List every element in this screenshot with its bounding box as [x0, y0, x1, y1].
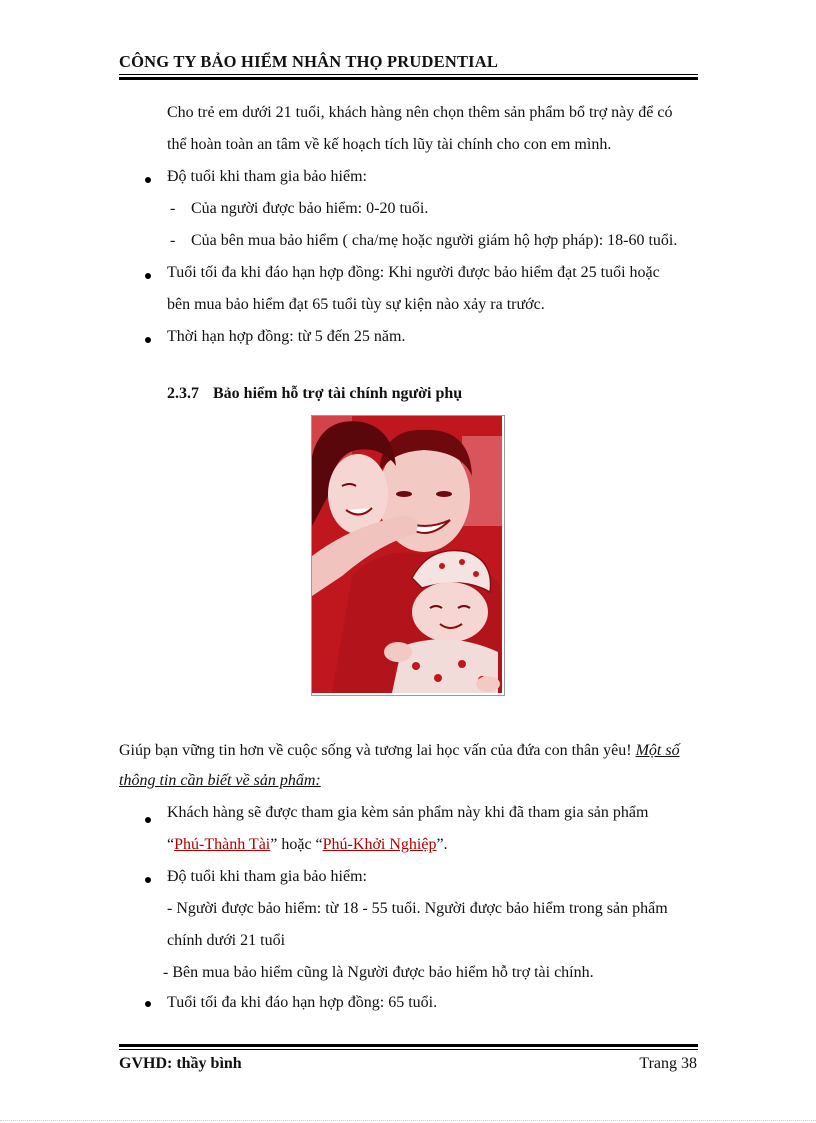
intro-line-1: Cho trẻ em dưới 21 tuổi, khách hàng nên chọn thêm sản phẩm bổ trợ này để có [167, 104, 673, 121]
dash-icon: - [170, 232, 176, 249]
age-insured-line-2: chính dưới 21 tuổi [167, 932, 286, 949]
info-link-continued[interactable]: thông tin cần biết về sản phẩm: [119, 772, 321, 789]
section-title: Bảo hiểm hỗ trợ tài chính người phụ [213, 385, 463, 402]
bullet-icon [145, 817, 151, 823]
section2-paragraph-line-1 [119, 742, 680, 760]
paragraph-text: Giúp bạn vững tin hơn về cuộc sống và tương lai học vấn của đứa con thân yêu! [119, 742, 632, 759]
info-link[interactable]: Một số [635, 742, 680, 759]
join-middle-text: ” hoặc “ [270, 836, 323, 853]
product-link-phu-khoi-nghiep[interactable]: Phú-Khởi Nghiệp [322, 836, 437, 853]
join-line-2 [167, 836, 448, 854]
quote-close: ”. [436, 836, 448, 853]
product-link-phu-thanh-tai[interactable]: Phú-Thành Tài [174, 836, 271, 853]
page-header-title: CÔNG TY BẢO HIỂM NHÂN THỌ PRUDENTIAL [119, 52, 499, 71]
age-label-2: Độ tuổi khi tham gia bảo hiểm: [167, 868, 367, 885]
bullet-icon [145, 177, 151, 183]
age-insured: Của người được bảo hiểm: 0-20 tuổi. [191, 200, 429, 217]
age-insured-line-1: - Người được bảo hiểm: từ 18 - 55 tuổi. Người được bảo hiểm trong sản phẩm [167, 900, 668, 917]
age-buyer: Của bên mua bảo hiểm ( cha/mẹ hoặc người giám hộ hợp pháp): 18-60 tuổi. [191, 232, 678, 249]
bullet-icon [145, 1001, 151, 1007]
section-heading [167, 385, 462, 403]
max-age-line-1: Tuổi tối đa khi đáo hạn hợp đồng: Khi người được bảo hiểm đạt 25 tuổi hoặc [167, 264, 660, 281]
max-age-line-2: bên mua bảo hiểm đạt 65 tuổi tùy sự kiện nào xảy ra trước. [167, 296, 545, 313]
dash-icon: - [170, 200, 176, 217]
page-bottom-divider [0, 1120, 816, 1121]
age-label: Độ tuổi khi tham gia bảo hiểm: [167, 168, 367, 185]
footer-advisor: GVHD: thầy bình [119, 1055, 242, 1072]
quote-open: “ [167, 836, 175, 853]
header-rule-thick [119, 77, 698, 80]
header-rule-thin [119, 74, 698, 75]
age-buyer-2: - Bên mua bảo hiểm cũng là Người được bảo hiểm hỗ trợ tài chính. [163, 964, 594, 981]
intro-line-2: thể hoàn toàn an tâm về kế hoạch tích lũy tài chính cho con em mình. [167, 136, 612, 153]
bullet-icon [145, 877, 151, 883]
section2-paragraph-line-2 [119, 772, 321, 790]
section-number: 2.3.7 [167, 385, 199, 402]
footer-rule-thick [119, 1044, 698, 1047]
join-line-1: Khách hàng sẽ được tham gia kèm sản phẩm này khi đã tham gia sản phẩm [167, 804, 649, 821]
bullet-icon [145, 337, 151, 343]
family-photo [311, 415, 505, 696]
bullet-icon [145, 273, 151, 279]
max-age-2: Tuổi tối đa khi đáo hạn hợp đồng: 65 tuổi. [167, 994, 438, 1011]
footer-rule-thin [119, 1049, 698, 1050]
page-number: Trang 38 [639, 1055, 697, 1072]
contract-term: Thời hạn hợp đồng: từ 5 đến 25 năm. [167, 328, 406, 345]
